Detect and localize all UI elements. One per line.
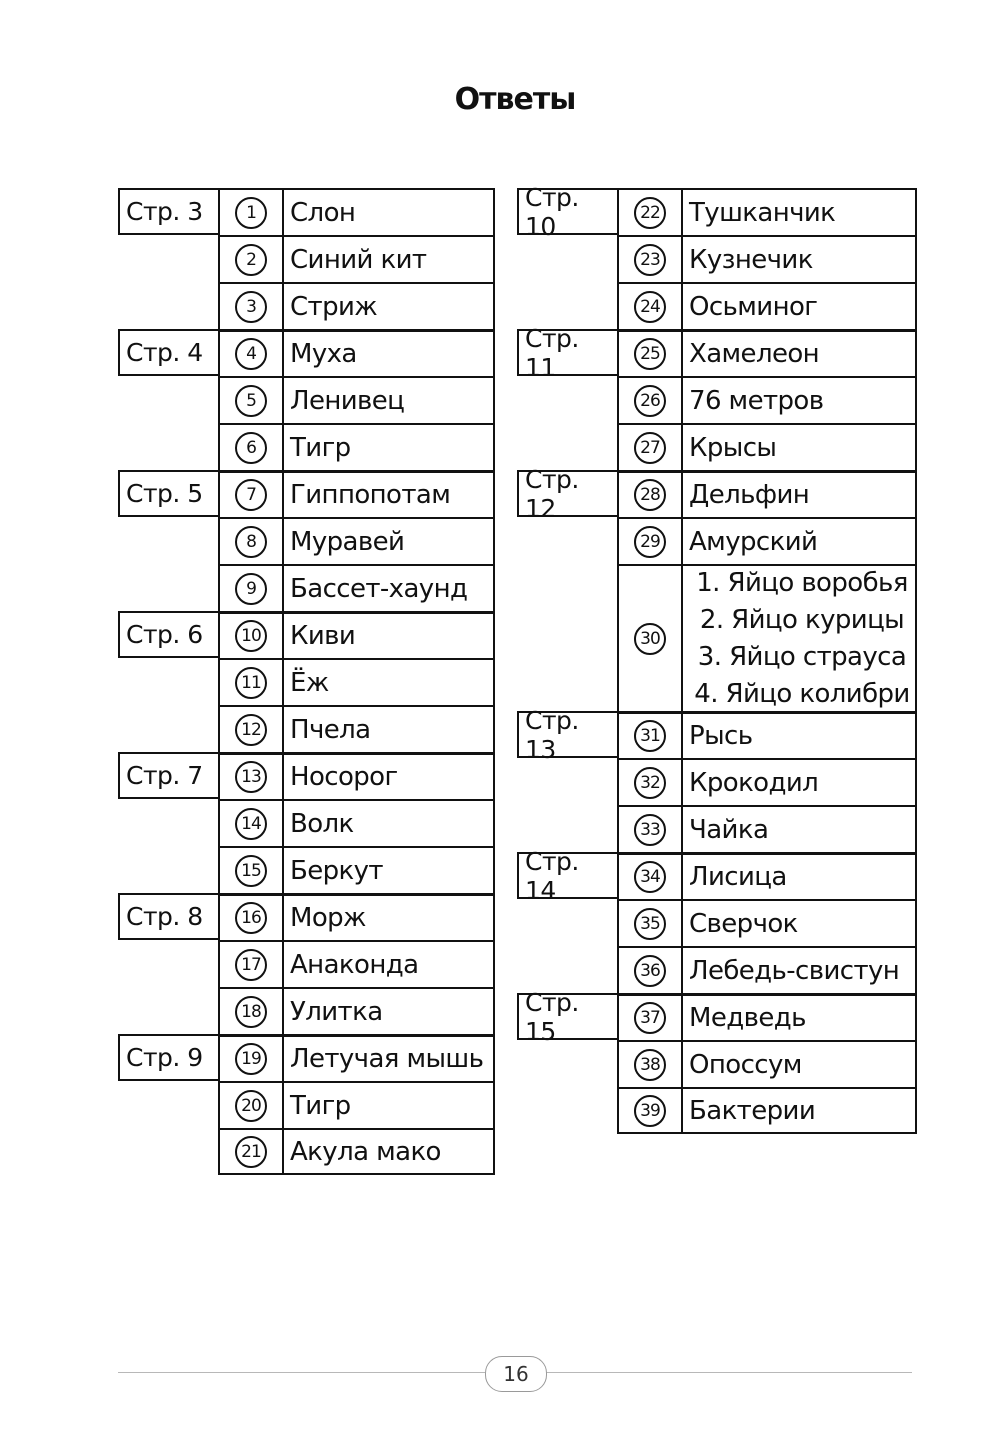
page-ref [118, 517, 218, 564]
answer-row [118, 470, 495, 517]
answer-row [517, 705, 917, 764]
question-number-cell [617, 758, 681, 805]
page-ref [517, 282, 617, 329]
answer-row [118, 1081, 495, 1128]
page-ref: Стр. 4 [118, 329, 218, 376]
answer-row [118, 940, 495, 987]
answer-row [118, 705, 495, 752]
answers-column-right [517, 182, 917, 1134]
page-ref: Стр. 9 [118, 1034, 218, 1081]
answer-row [118, 611, 495, 658]
answer-text: Летучая мышь [282, 1034, 495, 1081]
question-number-badge: 16 [235, 902, 267, 934]
question-number-cell [218, 705, 282, 752]
question-number-cell [617, 423, 681, 470]
answer-line: 2. Яйцо курицы [699, 604, 905, 635]
page-ref: Стр. 15 [517, 993, 617, 1040]
page-ref: Стр. 3 [118, 188, 218, 235]
answers-column-left [118, 188, 495, 1175]
question-number-badge: 15 [235, 855, 267, 887]
page-ref [118, 940, 218, 987]
question-number-badge: 17 [235, 949, 267, 981]
page-ref [118, 846, 218, 893]
answer-row [517, 464, 917, 523]
question-number-cell [218, 940, 282, 987]
question-number-badge: 3 [235, 291, 267, 323]
question-number-badge: 32 [634, 767, 666, 799]
answer-text: Кузнечик [681, 235, 917, 282]
answer-row [118, 329, 495, 376]
question-number-cell [617, 188, 681, 235]
question-number-badge: 12 [235, 714, 267, 746]
answer-row [118, 423, 495, 470]
answer-row [118, 188, 495, 235]
question-number-badge: 25 [634, 338, 666, 370]
answer-row [517, 805, 917, 852]
question-number-badge: 19 [235, 1043, 267, 1075]
question-number-cell [617, 946, 681, 993]
question-number-cell [218, 658, 282, 705]
page-ref [517, 946, 617, 993]
page-ref [517, 235, 617, 282]
question-number-badge: 13 [235, 761, 267, 793]
answer-text: Дельфин [681, 470, 917, 517]
answer-text: Волк [282, 799, 495, 846]
page-ref: Стр. 11 [517, 329, 617, 376]
answer-text: Слон [282, 188, 495, 235]
question-number-cell [617, 1087, 681, 1134]
answer-text: Хамелеон [681, 329, 917, 376]
question-number-badge: 35 [634, 908, 666, 940]
question-number-cell [218, 752, 282, 799]
question-number-cell [218, 282, 282, 329]
question-number-badge: 7 [235, 479, 267, 511]
answer-row [517, 423, 917, 470]
answer-row [118, 752, 495, 799]
page-ref: Стр. 12 [517, 470, 617, 517]
answer-row [517, 758, 917, 805]
answer-line: 3. Яйцо страуса [697, 641, 907, 672]
answer-row [517, 564, 917, 711]
answer-row [118, 376, 495, 423]
answer-row [517, 987, 917, 1046]
page-ref [517, 1040, 617, 1087]
answer-text: Крысы [681, 423, 917, 470]
answer-text: Опоссум [681, 1040, 917, 1087]
answer-text: Муха [282, 329, 495, 376]
answer-row [118, 846, 495, 893]
answer-row [118, 1128, 495, 1175]
question-number-badge: 2 [235, 244, 267, 276]
answer-row [118, 235, 495, 282]
answer-row [517, 846, 917, 905]
answer-row [517, 1087, 917, 1134]
answer-text: Ленивец [282, 376, 495, 423]
question-number-cell [617, 282, 681, 329]
question-number-badge: 22 [634, 197, 666, 229]
answer-text: Осьминог [681, 282, 917, 329]
question-number-badge: 30 [634, 623, 666, 655]
answer-text: Тигр [282, 1081, 495, 1128]
page-ref [517, 376, 617, 423]
question-number-cell [218, 329, 282, 376]
answer-row [118, 987, 495, 1034]
question-number-badge: 24 [634, 291, 666, 323]
question-number-badge: 36 [634, 955, 666, 987]
question-number-cell [218, 1034, 282, 1081]
question-number-badge: 37 [634, 1002, 666, 1034]
answer-row [118, 1034, 495, 1081]
question-number-badge: 39 [634, 1095, 666, 1127]
answer-text: 76 метров [681, 376, 917, 423]
question-number-badge: 10 [235, 620, 267, 652]
answer-text: Стриж [282, 282, 495, 329]
page-ref [517, 1087, 617, 1134]
answer-row [118, 564, 495, 611]
answer-text: Лисица [681, 852, 917, 899]
page-ref [118, 1128, 218, 1175]
question-number-cell [218, 893, 282, 940]
answer-row [118, 282, 495, 329]
page-ref [118, 1081, 218, 1128]
answer-row [517, 899, 917, 946]
page-ref: Стр. 10 [517, 188, 617, 235]
page-ref [517, 805, 617, 852]
page-ref [517, 758, 617, 805]
question-number-badge: 1 [235, 197, 267, 229]
footer-rule-left [118, 1372, 485, 1373]
footer-rule-right [545, 1372, 912, 1373]
question-number-cell [617, 470, 681, 517]
question-number-badge: 34 [634, 861, 666, 893]
page-ref [517, 564, 617, 611]
question-number-badge: 4 [235, 338, 267, 370]
question-number-badge: 9 [235, 573, 267, 605]
answer-text: Пчела [282, 705, 495, 752]
answer-text: Бассет-хаунд [282, 564, 495, 611]
answer-row [118, 658, 495, 705]
question-number-badge: 8 [235, 526, 267, 558]
answer-text: Носорог [282, 752, 495, 799]
question-number-cell [218, 1081, 282, 1128]
question-number-cell [218, 423, 282, 470]
page-ref [517, 517, 617, 564]
page-ref: Стр. 8 [118, 893, 218, 940]
question-number-cell [617, 993, 681, 1040]
answer-text: Бактерии [681, 1087, 917, 1134]
page-ref [118, 235, 218, 282]
question-number-cell [218, 1128, 282, 1175]
page-ref [118, 423, 218, 470]
page-ref [118, 658, 218, 705]
page-ref: Стр. 14 [517, 852, 617, 899]
question-number-cell [218, 611, 282, 658]
question-number-badge: 6 [235, 432, 267, 464]
answer-row [517, 323, 917, 382]
page-ref [118, 705, 218, 752]
page-ref [517, 423, 617, 470]
answer-text: Муравей [282, 517, 495, 564]
answer-text: Медведь [681, 993, 917, 1040]
question-number-badge: 18 [235, 996, 267, 1028]
answer-row [517, 282, 917, 329]
page-ref [118, 987, 218, 1034]
answer-text: Морж [282, 893, 495, 940]
page-ref [517, 899, 617, 946]
page-number: 16 [485, 1356, 547, 1392]
question-number-cell [218, 846, 282, 893]
answer-row [517, 1040, 917, 1087]
answer-row [517, 235, 917, 282]
question-number-badge: 20 [235, 1090, 267, 1122]
answer-row [118, 517, 495, 564]
answer-row [517, 946, 917, 993]
question-number-cell [617, 852, 681, 899]
question-number-cell [617, 1040, 681, 1087]
answer-text [681, 564, 917, 711]
question-number-badge: 11 [235, 667, 267, 699]
question-number-badge: 21 [235, 1136, 267, 1168]
page-ref [118, 799, 218, 846]
answer-text: Ёж [282, 658, 495, 705]
answer-text: Киви [282, 611, 495, 658]
page-ref: Стр. 7 [118, 752, 218, 799]
question-number-cell [218, 376, 282, 423]
answer-text: Лебедь-свистун [681, 946, 917, 993]
answer-text: Чайка [681, 805, 917, 852]
question-number-badge: 29 [634, 526, 666, 558]
answer-line: 4. Яйцо колибри [694, 678, 910, 709]
page-ref [118, 564, 218, 611]
question-number-cell [218, 470, 282, 517]
answer-text: Синий кит [282, 235, 495, 282]
page-ref: Стр. 6 [118, 611, 218, 658]
question-number-cell [617, 329, 681, 376]
question-number-cell [617, 711, 681, 758]
question-number-badge: 26 [634, 385, 666, 417]
answer-row [118, 799, 495, 846]
answer-text: Улитка [282, 987, 495, 1034]
answer-row [517, 517, 917, 564]
question-number-badge: 5 [235, 385, 267, 417]
page-ref: Стр. 13 [517, 711, 617, 758]
question-number-cell [218, 188, 282, 235]
page-ref: Стр. 5 [118, 470, 218, 517]
answer-text: Рысь [681, 711, 917, 758]
page-ref [118, 282, 218, 329]
question-number-cell [617, 235, 681, 282]
question-number-cell [617, 899, 681, 946]
question-number-badge: 23 [634, 244, 666, 276]
question-number-badge: 28 [634, 479, 666, 511]
answer-text: Акула мако [282, 1128, 495, 1175]
answer-text: Гиппопотам [282, 470, 495, 517]
answer-text: Тушканчик [681, 188, 917, 235]
page-ref [118, 376, 218, 423]
question-number-badge: 31 [634, 720, 666, 752]
question-number-badge: 33 [634, 814, 666, 846]
question-number-badge: 27 [634, 432, 666, 464]
answer-text: Беркут [282, 846, 495, 893]
answer-row [118, 893, 495, 940]
question-number-cell [617, 564, 681, 711]
question-number-cell [218, 564, 282, 611]
page-title: Ответы [454, 82, 576, 117]
question-number-badge: 38 [634, 1049, 666, 1081]
answer-row [517, 376, 917, 423]
question-number-cell [617, 376, 681, 423]
question-number-badge: 14 [235, 808, 267, 840]
question-number-cell [218, 235, 282, 282]
answer-text: Амурский [681, 517, 917, 564]
question-number-cell [218, 799, 282, 846]
question-number-cell [617, 805, 681, 852]
answer-text: Сверчок [681, 899, 917, 946]
question-number-cell [218, 517, 282, 564]
question-number-cell [218, 987, 282, 1034]
answer-text: Тигр [282, 423, 495, 470]
question-number-cell [617, 517, 681, 564]
answer-text: Анаконда [282, 940, 495, 987]
answer-row [517, 182, 917, 241]
answer-text: Крокодил [681, 758, 917, 805]
answer-line: 1. Яйцо воробья [696, 567, 908, 598]
